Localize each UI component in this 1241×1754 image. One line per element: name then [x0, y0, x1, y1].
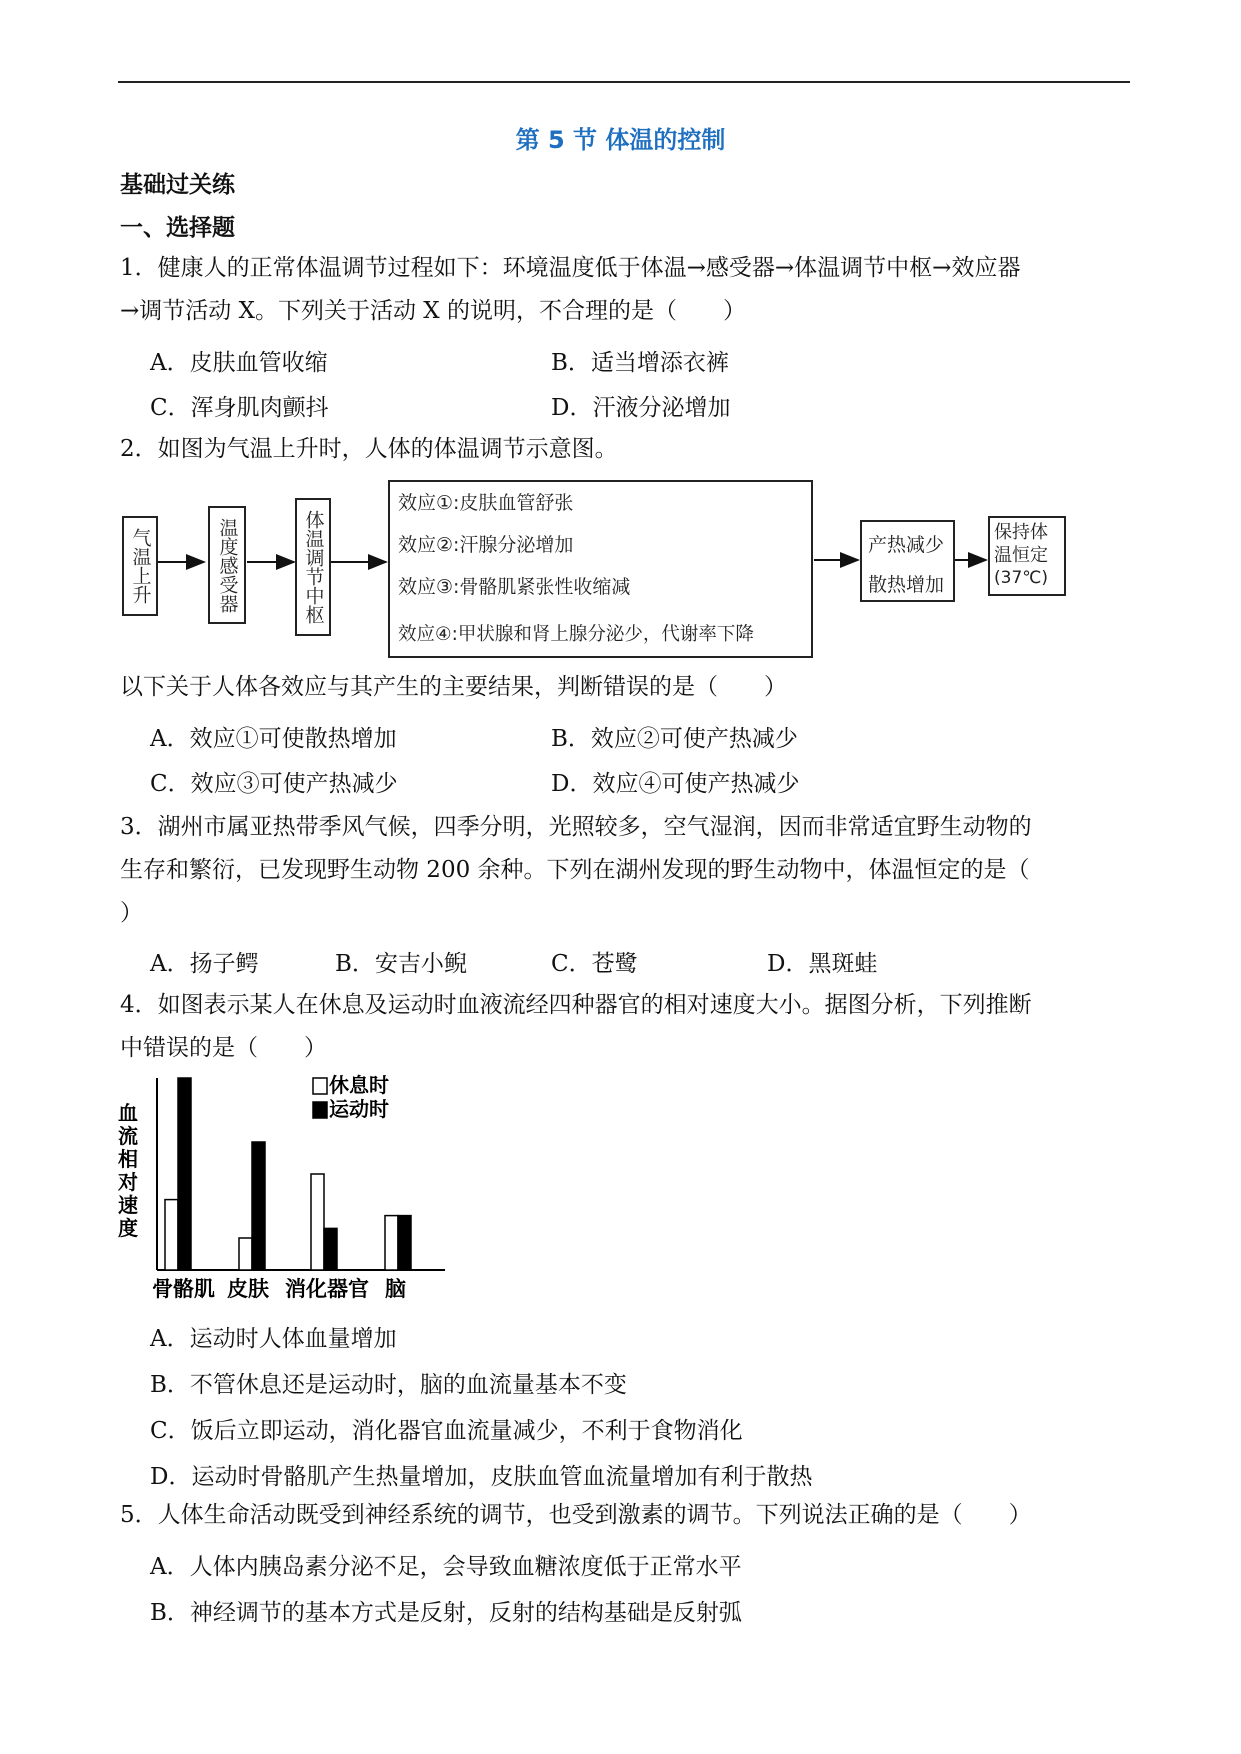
blood-flow-chart: [115, 1070, 455, 1310]
chart-legend: [313, 1073, 389, 1121]
q5-option-a: A．人体内胰岛素分泌不足，会导致血糖浓度低于正常水平: [150, 1554, 742, 1580]
chart-ylabel-char: 对: [118, 1170, 138, 1194]
bar-exercise-0: [178, 1078, 191, 1270]
q2-question: 以下关于人体各效应与其产生的主要结果，判断错误的是（ ）: [120, 674, 787, 700]
q5-option-b: B．神经调节的基本方式是反射，反射的结构基础是反射弧: [150, 1600, 742, 1626]
q4-option-b: B．不管休息还是运动时，脑的血流量基本不变: [150, 1372, 627, 1398]
result-heat-production: 产热减少: [868, 534, 945, 556]
effect-4: 效应④:甲状腺和肾上腺分泌少，代谢率下降: [398, 624, 754, 645]
q2-option-b: B．效应②可使产热减少: [551, 726, 798, 752]
q3-option-b: B．安吉小鲵: [335, 951, 467, 977]
q4-stem-line1: 4．如图表示某人在休息及运动时血液流经四种器官的相对速度大小。据图分析，下列推断: [120, 992, 1032, 1018]
section-subheading: 一、选择题: [120, 215, 235, 241]
legend-label: 休息时: [329, 1073, 389, 1097]
section-heading: 基础过关练: [120, 172, 235, 198]
bar-rest-0: [165, 1200, 178, 1270]
q1-option-d: D．汗液分泌增加: [551, 395, 731, 421]
chart-y-axis-label: [118, 1101, 138, 1240]
q3-option-a: A．扬子鳄: [150, 951, 259, 977]
x-tick-label: 脑: [385, 1277, 406, 1301]
final-line1: 保持体: [994, 522, 1048, 543]
q2-option-a: A．效应①可使散热增加: [150, 726, 397, 752]
bar-exercise-2: [324, 1228, 337, 1270]
top-rule: [118, 81, 1130, 83]
q3-option-d: D．黑斑蛙: [767, 951, 878, 977]
result-heat-dissipation: 散热增加: [868, 574, 945, 596]
chart-ylabel-char: 速: [118, 1193, 138, 1217]
q2-option-c: C．效应③可使产热减少: [150, 771, 398, 797]
q1-option-c: C．浑身肌肉颤抖: [150, 395, 329, 421]
bar-rest-1: [239, 1238, 252, 1270]
effect-2: 效应②:汗腺分泌增加: [398, 534, 574, 556]
box-result: [860, 520, 955, 602]
legend-label: 运动时: [329, 1097, 389, 1121]
q5-stem: 5．人体生命活动既受到神经系统的调节，也受到激素的调节。下列说法正确的是（ ）: [120, 1502, 1032, 1528]
final-line2: 温恒定: [994, 545, 1048, 566]
chart-ylabel-char: 流: [118, 1124, 138, 1148]
q4-option-d: D．运动时骨骼肌产生热量增加，皮肤血管血流量增加有利于散热: [150, 1464, 813, 1490]
legend-swatch: [313, 1102, 327, 1118]
q1-stem-line2: →调节活动 X。下列关于活动 X 的说明，不合理的是（ ）: [120, 298, 746, 324]
q1-stem-line1: 1．健康人的正常体温调节过程如下：环境温度低于体温→感受器→体温调节中枢→效应器: [120, 255, 1021, 281]
q3-stem-line1: 3．湖州市属亚热带季风气候，四季分明，光照较多，空气湿润，因而非常适宜野生动物的: [120, 814, 1032, 840]
effect-1: 效应①:皮肤血管舒张: [398, 492, 574, 514]
effect-3: 效应③:骨骼肌紧张性收缩减: [398, 576, 631, 598]
q3-stem-line2: 生存和繁衍，已发现野生动物 200 余种。下列在湖州发现的野生动物中，体温恒定的是（: [120, 857, 1030, 883]
bar-exercise-1: [252, 1142, 265, 1270]
q1-option-a: A．皮肤血管收缩: [150, 350, 328, 376]
q1-option-b: B．适当增添衣裤: [551, 350, 729, 376]
thermoregulation-diagram: [118, 480, 1078, 660]
chart-ylabel-char: 相: [118, 1147, 138, 1171]
x-tick-label: 皮肤: [227, 1277, 269, 1301]
final-line3: (37℃): [994, 568, 1048, 588]
q2-stem: 2．如图为气温上升时，人体的体温调节示意图。: [120, 436, 618, 462]
q2-option-d: D．效应④可使产热减少: [551, 771, 800, 797]
bar-rest-2: [311, 1174, 324, 1270]
bar-rest-3: [385, 1216, 398, 1270]
box-temperature-rise: 气温上升: [122, 516, 158, 616]
q3-option-c: C．苍鹭: [551, 951, 638, 977]
chart-ylabel-char: 血: [118, 1101, 138, 1125]
legend-swatch: [313, 1078, 327, 1094]
q4-stem-line2: 中错误的是（ ）: [120, 1035, 327, 1061]
x-tick-label: 消化器官: [285, 1277, 369, 1301]
q3-stem-line3: ）: [120, 900, 143, 926]
chart-ylabel-char: 度: [118, 1216, 138, 1240]
bar-exercise-3: [398, 1216, 411, 1270]
q4-option-a: A．运动时人体血量增加: [150, 1326, 397, 1352]
box-constant-temperature: [988, 516, 1066, 596]
page-title: 第 5 节 体温的控制: [515, 126, 726, 154]
box-temperature-receptor: 温度感受器: [208, 506, 246, 624]
box-effects: [388, 480, 813, 658]
q4-option-c: C．饭后立即运动，消化器官血流量减少，不利于食物消化: [150, 1418, 743, 1444]
x-tick-label: 骨骼肌: [152, 1277, 215, 1301]
box-thermoregulation-center: 体温调节中枢: [295, 498, 331, 636]
